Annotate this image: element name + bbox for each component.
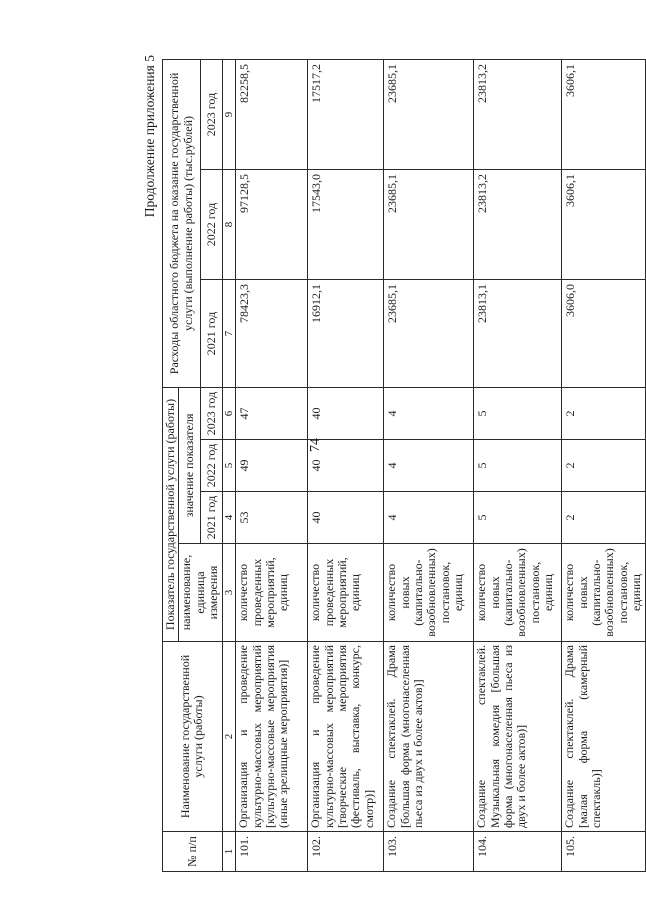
value-2023: 40	[308, 388, 384, 440]
header-col-name: Наименование государственной услуги (работы)	[163, 642, 223, 832]
expense-2021: 16912,1	[308, 280, 384, 388]
indicator-unit: количество проведенных мероприятий, единиц	[236, 544, 308, 642]
service-name: Создание спектаклей. Музыкальная комедия [большая форма (многонаселенная пьеса из двух и более актов)]	[474, 642, 562, 832]
header-expense-group: Расходы областного бюджета на оказание государственной услуги (выполнение работы) (тыс.рублей)	[163, 59, 201, 387]
table-row	[236, 59, 308, 871]
value-2021: 4	[384, 492, 474, 544]
service-name: Создание спектаклей. Драма [малая форма (камерный спектакль)]	[562, 642, 646, 832]
appendix-caption: Продолжение приложения 5	[142, 55, 157, 218]
column-number: 9	[222, 59, 235, 169]
table-header	[163, 59, 236, 871]
expense-2021: 23685,1	[384, 280, 474, 388]
indicator-unit: количество проведенных мероприятий, единиц	[308, 544, 384, 642]
column-number: 4	[222, 492, 235, 544]
value-2022: 4	[384, 440, 474, 492]
expense-2022: 97128,5	[236, 170, 308, 280]
rotated-content	[140, 47, 644, 872]
expense-2022: 23685,1	[384, 170, 474, 280]
indicator-unit: количество новых (капитально-возобновленных) постановок, единиц	[474, 544, 562, 642]
column-number: 1	[222, 832, 235, 872]
value-2023: 4	[384, 388, 474, 440]
table-row	[562, 59, 646, 871]
expense-2023: 3606,1	[562, 59, 646, 169]
service-name: Организация и проведение культурно-массовых мероприятий [творческие мероприятия (фестиваль, выставка, конкурс, смотр)]	[308, 642, 384, 832]
expense-2023: 17517,2	[308, 59, 384, 169]
indicator-unit: количество новых (капитально-возобновленных) постановок, единиц	[562, 544, 646, 642]
value-2021: 40	[308, 492, 384, 544]
column-number: 6	[222, 388, 235, 440]
indicator-unit: количество новых (капитально-возобновленных) постановок, единиц	[384, 544, 474, 642]
expense-2022: 3606,1	[562, 170, 646, 280]
header-col-no: № п/п	[163, 832, 223, 872]
header-year-value-2022: 2022 год	[201, 440, 223, 492]
table-row	[384, 59, 474, 871]
row-number: 104.	[474, 832, 562, 872]
expense-2023: 23813,2	[474, 59, 562, 169]
header-col-unit: наименование, единица измерения	[179, 544, 222, 642]
value-2022: 5	[474, 440, 562, 492]
expense-2021: 78423,3	[236, 280, 308, 388]
value-2021: 53	[236, 492, 308, 544]
expense-2021: 23813,1	[474, 280, 562, 388]
row-number: 102.	[308, 832, 384, 872]
column-number: 5	[222, 440, 235, 492]
value-2022: 2	[562, 440, 646, 492]
column-number: 7	[222, 280, 235, 388]
header-year-expense-2023: 2023 год	[201, 59, 223, 169]
header-value-group: значение показателя	[179, 388, 201, 544]
header-year-expense-2022: 2022 год	[201, 170, 223, 280]
table-body	[236, 59, 646, 871]
expense-2021: 3606,0	[562, 280, 646, 388]
value-2023: 2	[562, 388, 646, 440]
value-2023: 47	[236, 388, 308, 440]
expense-2022: 23813,2	[474, 170, 562, 280]
column-number: 8	[222, 170, 235, 280]
expense-2023: 82258,5	[236, 59, 308, 169]
header-year-value-2023: 2023 год	[201, 388, 223, 440]
page-number: 74	[308, 438, 323, 452]
budget-table	[162, 59, 646, 872]
column-number: 3	[222, 544, 235, 642]
header-year-value-2021: 2021 год	[201, 492, 223, 544]
column-number: 2	[222, 642, 235, 832]
value-2022: 49	[236, 440, 308, 492]
table-row	[474, 59, 562, 871]
row-number: 105.	[562, 832, 646, 872]
column-number-row	[222, 59, 235, 871]
expense-2023: 23685,1	[384, 59, 474, 169]
header-indicator-group: Показатель государственной услуги (работы)	[163, 388, 179, 642]
service-name: Создание спектаклей. Драма [большая форма (многонаселенная пьеса из двух и более актов)]	[384, 642, 474, 832]
row-number: 103.	[384, 832, 474, 872]
row-number: 101.	[236, 832, 308, 872]
value-2021: 5	[474, 492, 562, 544]
service-name: Организация и проведение культурно-массовых мероприятий [культурно-массовые мероприятия (иные зрелищные мероприятия)]	[236, 642, 308, 832]
header-year-expense-2021: 2021 год	[201, 280, 223, 388]
value-2023: 5	[474, 388, 562, 440]
value-2021: 2	[562, 492, 646, 544]
table-row	[308, 59, 384, 871]
expense-2022: 17543,0	[308, 170, 384, 280]
value-2022: 40	[308, 440, 384, 492]
